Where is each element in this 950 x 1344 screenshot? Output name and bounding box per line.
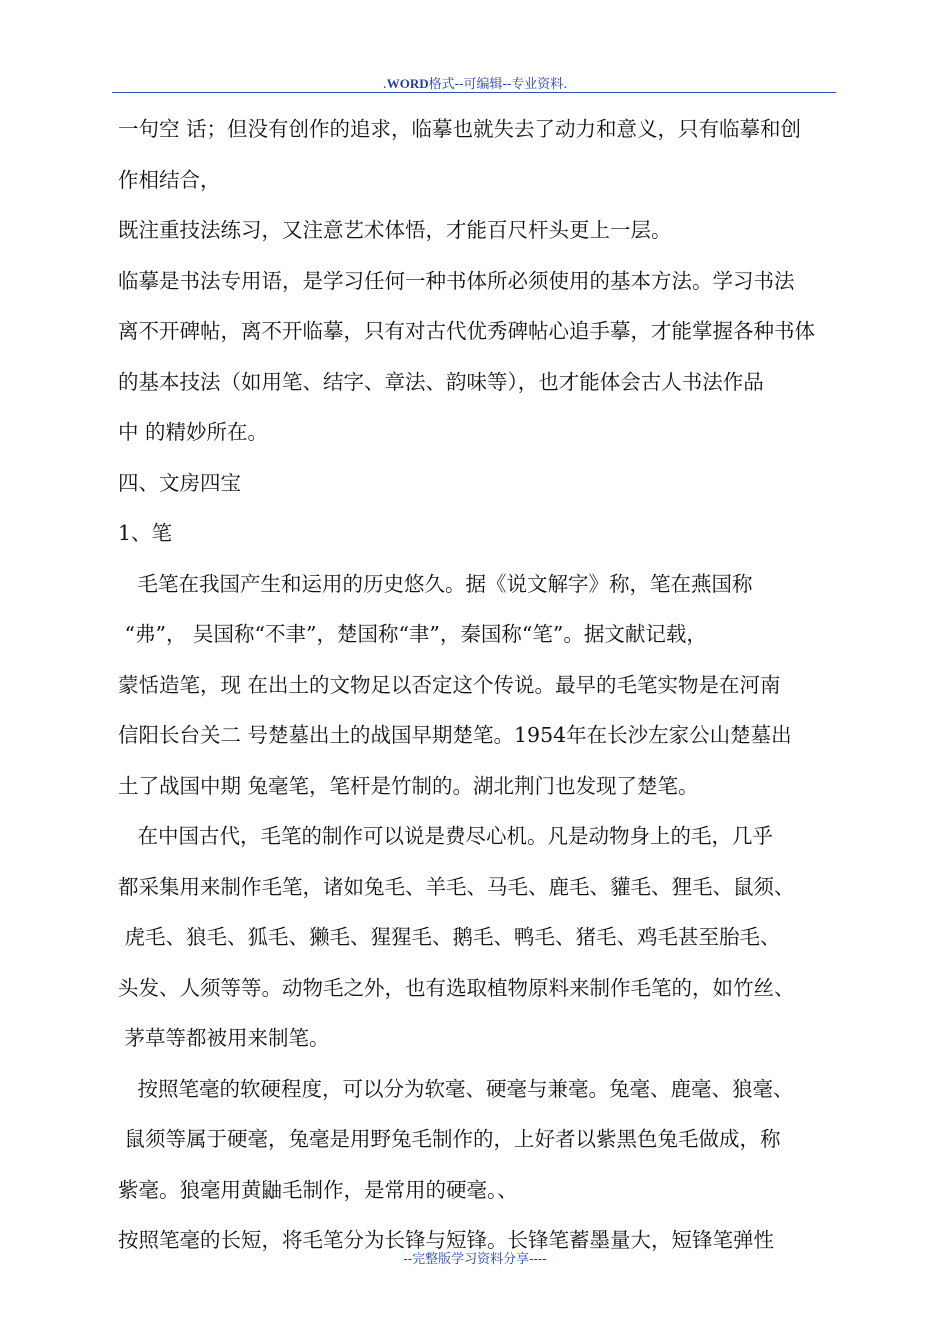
body-line: 临摹是书法专用语，是学习任何一种书体所必须使用的基本方法。学习书法 — [118, 268, 795, 293]
body-line: 既注重技法练习，又注意艺术体悟，才能百尺杆头更上一层。 — [118, 218, 672, 242]
body-line: 茅草等都被用来制笔。 — [118, 1026, 330, 1050]
body-line: 鼠须等属于硬毫，兔毫是用野兔毛制作的，上好者以紫黑色兔毛做成，称 — [118, 1127, 781, 1151]
body-line: 作相结合， — [118, 167, 221, 192]
body-line: 土了战国中期 兔毫笔，笔杆是竹制的。湖北荆门也发现了楚笔。 — [118, 773, 699, 798]
header-word: WORD — [386, 76, 429, 91]
header-rest: 格式--可编辑--专业资料. — [428, 77, 568, 92]
section-heading: 四、文房四宝 — [118, 470, 241, 495]
body-line: 头发、人须等等。动物毛之外，也有选取植物原料来制作毛笔的，如竹丝、 — [118, 975, 795, 1000]
body-line: 都采集用来制作毛笔，诸如兔毛、羊毛、马毛、鹿毛、貛毛、狸毛、鼠须、 — [118, 874, 795, 899]
body-line: 虎毛、狼毛、狐毛、獭毛、猩猩毛、鹅毛、鸭毛、猪毛、鸡毛甚至胎毛、 — [118, 925, 781, 949]
document-body — [118, 104, 868, 1266]
header-rule — [112, 92, 836, 93]
header-lead: . — [382, 77, 387, 92]
body-line: 的基本技法（如用笔、结字、章法、韵味等），也才能体会古人书法作品 — [118, 369, 764, 394]
body-line: 按照笔毫的软硬程度，可以分为软毫、硬毫与兼毫。兔毫、鹿毫、狼毫、 — [118, 1076, 794, 1101]
body-line: 在中国古代，毛笔的制作可以说是费尽心机。凡是动物身上的毛，几乎 — [118, 824, 774, 848]
body-line: 紫毫。狼毫用黄鼬毛制作，是常用的硬毫。、 — [118, 1177, 518, 1202]
body-line: “弗”， 吴国称“不聿”，楚国称“聿”，秦国称“笔”。据文献记载， — [118, 622, 707, 646]
page-header — [0, 76, 950, 93]
body-line: 按照笔毫的长短，将毛笔分为长锋与短锋。长锋笔蓄墨量大，短锋笔弹性 — [118, 1228, 774, 1252]
page-footer: --完整版学习资料分享---- — [403, 1252, 547, 1267]
body-line: 一句空 话；但没有创作的追求，临摹也就失去了动力和意义，只有临摹和创 — [118, 117, 802, 141]
body-line: 蒙恬造笔，现 在出土的文物足以否定这个传说。最早的毛笔实物是在河南 — [118, 672, 781, 697]
subsection-heading: 1、笔 — [118, 521, 173, 545]
body-line: 离不开碑帖，离不开临摹，只有对古代优秀碑帖心追手摹，才能掌握各种书体 — [118, 319, 815, 343]
body-line: 信阳长台关二 号楚墓出土的战国早期楚笔。1954年在长沙左家公山楚墓出 — [118, 723, 792, 747]
body-line: 毛笔在我国产生和运用的历史悠久。据《说文解字》称，笔在燕国称 — [118, 571, 753, 596]
body-line: 中 的精妙所在。 — [118, 420, 269, 444]
